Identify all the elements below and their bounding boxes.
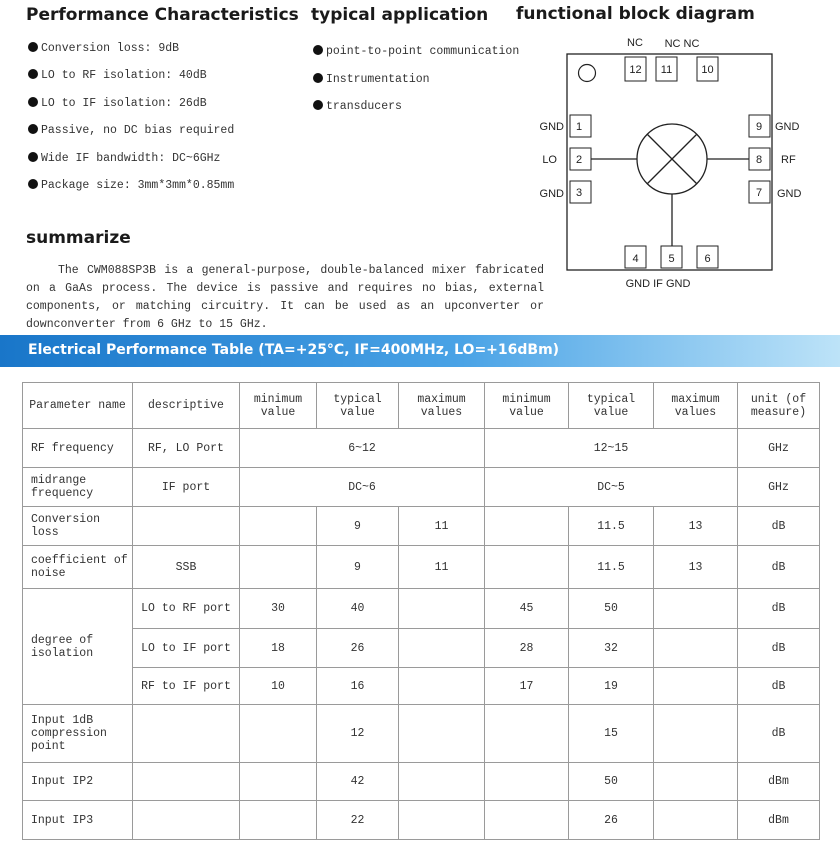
header-cell: Parameter name — [23, 383, 133, 429]
table-cell: 19 — [569, 668, 654, 705]
table-cell: dBm — [738, 763, 820, 801]
table-cell: GHz — [738, 429, 820, 468]
header-cell: typical value — [317, 383, 399, 429]
svg-text:12: 12 — [629, 64, 642, 76]
pin-1 — [570, 115, 591, 137]
performance-item: Wide IF bandwidth: DC~6GHz — [28, 152, 220, 165]
param-name: Input IP3 — [23, 801, 133, 840]
table-cell: 50 — [569, 589, 654, 629]
table-cell: 42 — [317, 763, 399, 801]
performance-heading: Performance Characteristics — [26, 5, 299, 25]
table-cell: 12 — [317, 705, 399, 763]
svg-text:8: 8 — [756, 154, 763, 166]
table-cell — [485, 507, 569, 546]
table-cell: 32 — [569, 629, 654, 668]
table-cell: RF to IF port — [133, 668, 240, 705]
table-cell: DC~6 — [240, 468, 485, 507]
label-nc-left: NC — [627, 37, 643, 49]
header-cell: unit (of measure) — [738, 383, 820, 429]
table-cell: dBm — [738, 801, 820, 840]
table-cell — [654, 801, 738, 840]
pin-6 — [697, 246, 718, 268]
table-cell: LO to RF port — [133, 589, 240, 629]
table-row — [23, 468, 820, 507]
performance-item: Package size: 3mm*3mm*0.85mm — [28, 179, 234, 192]
table-cell: 26 — [569, 801, 654, 840]
table-cell: 26 — [317, 629, 399, 668]
table-cell: DC~5 — [485, 468, 738, 507]
electrical-table — [22, 382, 820, 840]
table-cell — [399, 629, 485, 668]
table-cell: 11.5 — [569, 507, 654, 546]
svg-text:3: 3 — [576, 187, 583, 199]
header-cell: minimum value — [240, 383, 317, 429]
block-diagram — [0, 0, 840, 300]
table-cell: LO to IF port — [133, 629, 240, 668]
table-cell: 28 — [485, 629, 569, 668]
table-cell: SSB — [133, 546, 240, 589]
table-cell: dB — [738, 705, 820, 763]
application-heading: typical application — [311, 5, 489, 25]
table-cell: 11 — [399, 546, 485, 589]
table-cell: 18 — [240, 629, 317, 668]
performance-item: LO to RF isolation: 40dB — [28, 69, 207, 82]
label-gnd-3: GND — [539, 188, 564, 200]
svg-text:9: 9 — [756, 121, 763, 133]
pin-2 — [570, 148, 591, 170]
table-cell — [399, 668, 485, 705]
svg-text:10: 10 — [701, 64, 714, 76]
svg-text:7: 7 — [756, 187, 763, 199]
diagram-heading: functional block diagram — [516, 4, 755, 24]
pin-11 — [656, 57, 677, 81]
table-row — [23, 668, 820, 705]
table-cell — [240, 507, 317, 546]
svg-text:11: 11 — [660, 64, 673, 76]
label-rf: RF — [781, 154, 796, 166]
header-cell: typical value — [569, 383, 654, 429]
table-banner — [0, 335, 840, 367]
table-cell: 12~15 — [485, 429, 738, 468]
table-cell: 17 — [485, 668, 569, 705]
table-cell — [240, 763, 317, 801]
table-cell: 50 — [569, 763, 654, 801]
param-name: RF frequency — [23, 429, 133, 468]
label-gnd-1: GND — [539, 121, 564, 133]
table-cell: dB — [738, 629, 820, 668]
table-cell: 13 — [654, 507, 738, 546]
table-cell: 15 — [569, 705, 654, 763]
table-cell — [654, 629, 738, 668]
table-row — [23, 763, 820, 801]
table-cell — [399, 763, 485, 801]
table-cell: 10 — [240, 668, 317, 705]
table-cell — [485, 801, 569, 840]
table-cell — [654, 589, 738, 629]
performance-item: Passive, no DC bias required — [28, 124, 234, 137]
table-cell: 9 — [317, 546, 399, 589]
param-name: Input 1dB compression point — [23, 705, 133, 763]
table-cell — [399, 589, 485, 629]
param-name: Conversion loss — [23, 507, 133, 546]
table-title: Electrical Performance Table (TA=+25°C, IF=400MHz, LO=+16dBm) — [28, 342, 560, 358]
param-name: Input IP2 — [23, 763, 133, 801]
table-row — [23, 629, 820, 668]
table-row — [23, 429, 820, 468]
table-cell: 22 — [317, 801, 399, 840]
label-gnd-9: GND — [775, 121, 800, 133]
table-cell: RF, LO Port — [133, 429, 240, 468]
param-name: coefficient of noise — [23, 546, 133, 589]
table-cell: dB — [738, 507, 820, 546]
table-cell — [485, 546, 569, 589]
table-cell — [133, 801, 240, 840]
param-name: degree of isolation — [23, 589, 133, 705]
table-cell: 45 — [485, 589, 569, 629]
table-cell: dB — [738, 589, 820, 629]
table-cell — [485, 705, 569, 763]
pin1-marker — [579, 65, 596, 82]
table-cell — [654, 668, 738, 705]
summary-heading: summarize — [26, 228, 131, 248]
svg-text:4: 4 — [632, 253, 639, 265]
header-row — [23, 383, 820, 429]
table-row — [23, 589, 820, 629]
pin-7 — [749, 181, 770, 203]
table-row — [23, 546, 820, 589]
table-cell: dB — [738, 668, 820, 705]
table-cell: IF port — [133, 468, 240, 507]
pin-8 — [749, 148, 770, 170]
svg-text:2: 2 — [576, 154, 583, 166]
svg-text:6: 6 — [704, 253, 711, 265]
table-cell — [133, 705, 240, 763]
table-cell: 11 — [399, 507, 485, 546]
table-cell — [133, 507, 240, 546]
table-cell — [240, 705, 317, 763]
pin-9 — [749, 115, 770, 137]
table-cell: dB — [738, 546, 820, 589]
label-nc-pair: NC NC — [664, 38, 700, 50]
table-cell: GHz — [738, 468, 820, 507]
table-cell: 30 — [240, 589, 317, 629]
label-lo: LO — [542, 154, 557, 166]
table-cell — [240, 801, 317, 840]
table-row — [23, 801, 820, 840]
table-cell: 16 — [317, 668, 399, 705]
table-cell: 6~12 — [240, 429, 485, 468]
table-cell — [240, 546, 317, 589]
label-gnd-7: GND — [777, 188, 802, 200]
table-cell: 13 — [654, 546, 738, 589]
table-cell: 11.5 — [569, 546, 654, 589]
header-cell: maximum values — [654, 383, 738, 429]
performance-item: Conversion loss: 9dB — [28, 42, 179, 55]
pin-10 — [697, 57, 718, 81]
pin-12 — [625, 57, 646, 81]
table-cell: 9 — [317, 507, 399, 546]
header-cell: minimum value — [485, 383, 569, 429]
pin-4 — [625, 246, 646, 268]
application-item: point-to-point communication — [313, 45, 519, 58]
pin-5 — [661, 246, 682, 268]
table-cell — [654, 763, 738, 801]
svg-text:1: 1 — [576, 121, 583, 133]
table-cell — [399, 705, 485, 763]
pin-3 — [570, 181, 591, 203]
table-cell — [485, 763, 569, 801]
label-bottom: GND IF GND — [625, 278, 691, 290]
application-item: Instrumentation — [313, 73, 430, 86]
table-cell: 40 — [317, 589, 399, 629]
svg-text:5: 5 — [668, 253, 675, 265]
param-name: midrange frequency — [23, 468, 133, 507]
summary-text: The CWM088SP3B is a general-purpose, double-balanced mixer fabricated on a GaAs process. The device is passive and requires no bias, external components, or matching circuitry. It can be used as an upconverter or downconverter from 6 GHz to 15 GHz. — [26, 264, 544, 331]
table-cell — [654, 705, 738, 763]
table-cell — [133, 763, 240, 801]
application-item: transducers — [313, 100, 402, 113]
table-row — [23, 507, 820, 546]
table-row — [23, 705, 820, 763]
performance-item: LO to IF isolation: 26dB — [28, 97, 207, 110]
header-cell: descriptive — [133, 383, 240, 429]
header-cell: maximum values — [399, 383, 485, 429]
table-cell — [399, 801, 485, 840]
